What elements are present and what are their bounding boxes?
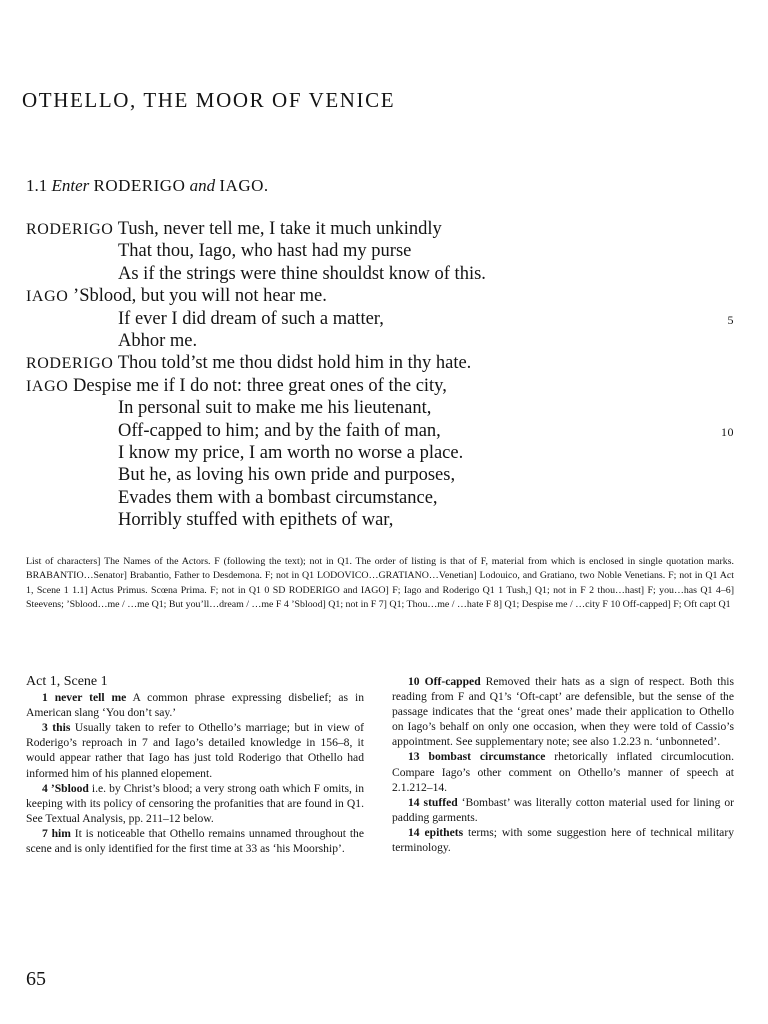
note-text: terms; with some suggestion here of technical military terminology. [392, 825, 734, 855]
play-line [26, 330, 742, 352]
verse-text: That thou, Iago, who hast had my purse [118, 241, 412, 262]
note-text: It is noticeable that Othello remains unnamed throughout the scene and is only identified for the first time at 33 as ‘his Moorship’. [26, 826, 364, 856]
verse-text: But he, as loving his own pride and purposes, [118, 465, 456, 486]
note-lemma: 1 never tell me [42, 691, 127, 705]
verse-text: Evades them with a bombast circumstance, [118, 487, 438, 508]
commentary-heading: Act 1, Scene 1 [26, 674, 108, 689]
note-text: Removed their hats as a sign of respect. Both this reading from F and Q1’s ‘Oft-capt’ are defensible, but the sense of the passage indicates that the ‘great ones’ made their application to Othello on Iago’s behalf on only one occasion, when they were told of Cassio’s appointment. See supplementary note; see also 1.2.23 n. ‘unbonneted’. [392, 675, 735, 749]
note-text: A common phrase expressing disbelief; as in American slang ‘You don’t say.’ [26, 691, 364, 720]
verse-text: Thou told’st me thou didst hold him in thy hate. [113, 353, 472, 374]
verse-text: Tush, never tell me, I take it much unkindly [113, 219, 442, 239]
play-line [26, 420, 742, 442]
commentary-note [392, 825, 734, 855]
page-number: 65 [26, 968, 46, 990]
commentary-note [26, 826, 364, 856]
play-line [26, 263, 742, 285]
verse-text: Abhor me. [118, 330, 198, 351]
play-line [26, 308, 742, 330]
verse-text: If ever I did dream of such a matter, [118, 308, 384, 329]
play-line [26, 218, 742, 240]
line-number: 5 [727, 312, 734, 327]
textual-collation: List of characters] The Names of the Actors. F (following the text); not in Q1. The order of listing is that of F, material from which is enclosed in single quotation marks. BRABANTIO…Senator] Brabantio, Father to Desdemona. F; not in Q1 LODOVICO…GRATIANO…Venetian] Lodouico, and Gratiano, two Noble Venetians. F; not in Q1 Act 1, Scene 1 1.1] Actus Primus. Scœna Prima. F; not in Q1 0 SD RODERIGO and IAGO] F; Iago and Roderigo Q1 1 Tush,] Q1; not in F 2 thou…hast] F; you…has Q1 4–6] Steevens; ’Sblood…me / …me Q1; But you’ll…dream / …me F 4 ’Sblood] Q1; not in F 7] Q1; Thou…me / …hate F 8] Q1; Despise me / …city F 10 Off-capped] F; Oft capt Q1 [26, 556, 734, 611]
play-line [26, 464, 742, 486]
commentary-note [26, 690, 364, 720]
note-text: Usually taken to refer to Othello’s marriage; but in view of Roderigo’s reproach in 7 and Iago’s detailed knowledge in 156–8, it would appear rather that Iago has just told Roderigo that Othello had informed him of his planned elopement. [26, 721, 364, 780]
play-line [26, 375, 742, 397]
note-lemma: 4 ’Sblood [42, 781, 89, 795]
note-lemma: 14 epithets [408, 825, 464, 839]
speaker-name: IAGO [26, 288, 69, 306]
verse-text: Horribly stuffed with epithets of war, [118, 510, 394, 531]
verse-text: Off-capped to him; and by the faith of man, [118, 420, 441, 441]
character-name: RODERIGO [93, 176, 186, 195]
commentary-note [392, 795, 734, 825]
note-lemma: 10 Off-capped [408, 675, 481, 688]
play-line [26, 352, 742, 374]
stage-direction-enter: Enter [51, 176, 90, 195]
speaker-name: RODERIGO [26, 355, 114, 373]
character-name: IAGO. [219, 176, 269, 195]
verse-text: As if the strings were thine shouldst know of this. [118, 263, 486, 284]
stage-direction-and: and [189, 176, 216, 195]
play-line [26, 397, 742, 419]
play-line [26, 240, 742, 262]
commentary-note [26, 720, 364, 780]
line-number: 10 [721, 424, 734, 439]
play-text [26, 218, 742, 531]
scene-number: 1.1 [26, 176, 48, 195]
verse-text: Despise me if I do not: three great ones of the city, [68, 375, 447, 396]
verse-text: In personal suit to make me his lieutenant, [118, 398, 432, 419]
play-line [26, 509, 742, 531]
note-lemma: 3 this [42, 721, 71, 735]
note-text: ‘Bombast’ was literally cotton material used for lining or padding garments. [392, 795, 734, 824]
note-text: i.e. by Christ’s blood; a very strong oath which F omits, in keeping with its policy of censoring the profanities that are found in Q1. See Textual Analysis, pp. 211–12 below. [26, 781, 364, 825]
play-line [26, 285, 742, 307]
commentary-note [26, 781, 364, 826]
scene-heading [26, 176, 269, 196]
note-text: rhetorically inflated circumlocution. Compare Iago’s other comment on Othello’s manner of speech at 2.1.212–14. [392, 750, 734, 794]
commentary-note [392, 674, 734, 749]
commentary-note [392, 749, 734, 794]
play-line [26, 442, 742, 464]
verse-text: ’Sblood, but you will not hear me. [68, 286, 327, 307]
note-lemma: 13 bombast circumstance [408, 750, 546, 764]
commentary-column-right [392, 674, 734, 855]
commentary-column-left [26, 674, 364, 856]
speaker-name: IAGO [26, 377, 69, 395]
note-lemma: 14 stuffed [408, 795, 458, 809]
play-line [26, 487, 742, 509]
speaker-name: RODERIGO [26, 221, 114, 238]
note-lemma: 7 him [42, 826, 71, 840]
verse-text: I know my price, I am worth no worse a place. [118, 442, 464, 463]
page-title: OTHELLO, THE MOOR OF VENICE [22, 88, 396, 112]
